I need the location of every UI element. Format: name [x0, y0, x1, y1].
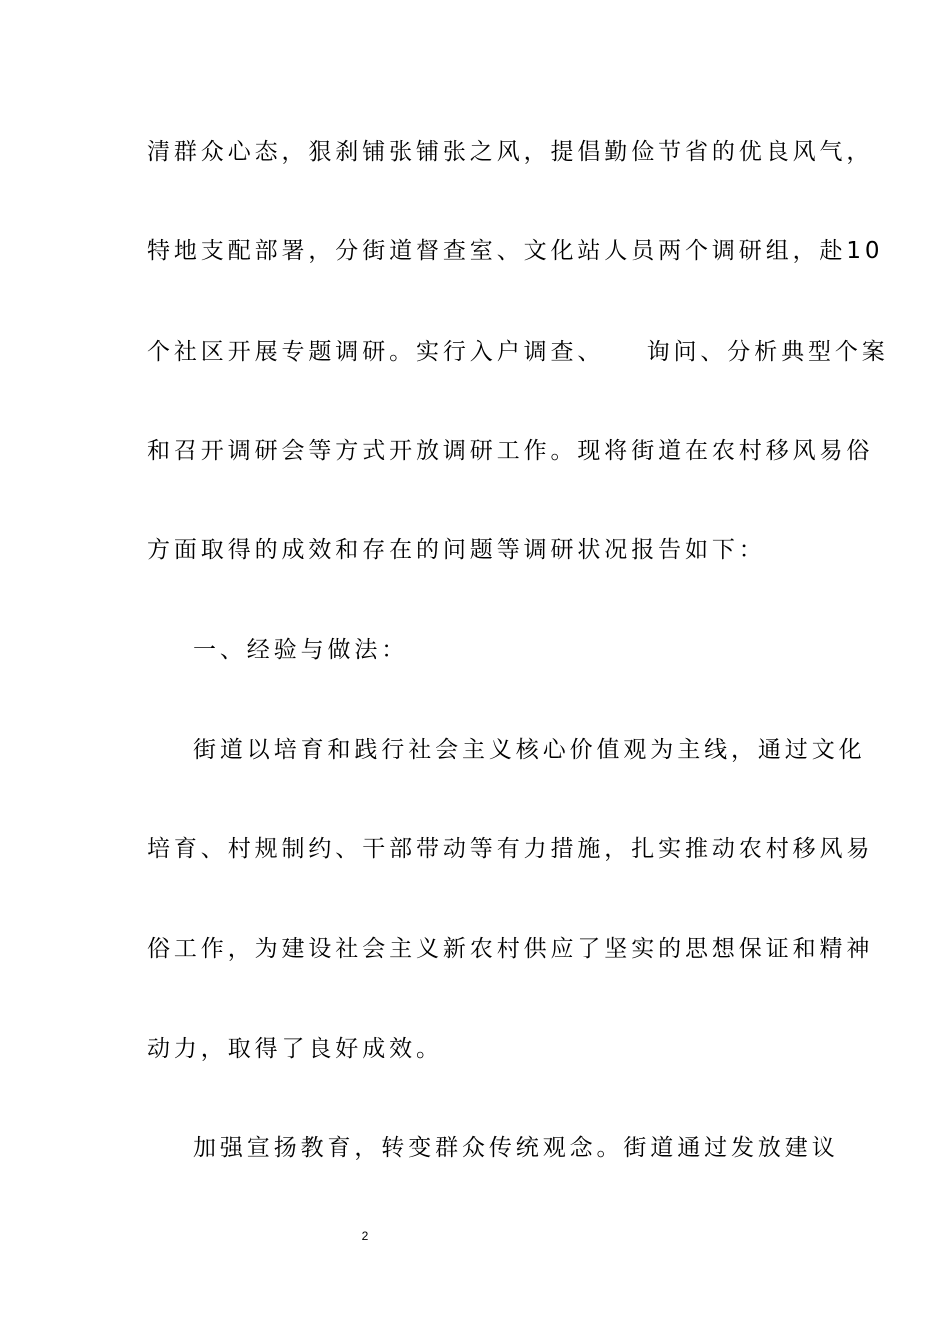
paragraph-line: 街道以培育和践行社会主义核心价值观为主线，通过文化: [193, 737, 866, 763]
paragraph-line: 动力，取得了良好成效。: [147, 1036, 443, 1062]
paragraph-line: 加强宣扬教育，转变群众传统观念。街道通过发放建议: [193, 1135, 839, 1161]
page-number: 2: [361, 1229, 369, 1243]
paragraph-line: 俗工作，为建设社会主义新农村供应了坚实的思想保证和精神: [147, 936, 874, 962]
paragraph-line: 特地支配部署，分街道督查室、文化站人员两个调研组，赴10: [147, 238, 884, 264]
paragraph-line: 方面取得的成效和存在的问题等调研状况报告如下：: [147, 537, 766, 563]
paragraph-line: 个社区开展专题调研。实行入户调查、 询问、分析典型个案: [147, 339, 889, 365]
section-heading: 一、经验与做法：: [193, 637, 409, 663]
paragraph-line: 和召开调研会等方式开放调研工作。现将街道在农村移风易俗: [147, 438, 874, 464]
paragraph-line: 培育、村规制约、干部带动等有力措施，扎实推动农村移风易: [147, 836, 874, 862]
paragraph-line: 清群众心态，狠刹铺张铺张之风，提倡勤俭节省的优良风气，: [147, 139, 874, 165]
